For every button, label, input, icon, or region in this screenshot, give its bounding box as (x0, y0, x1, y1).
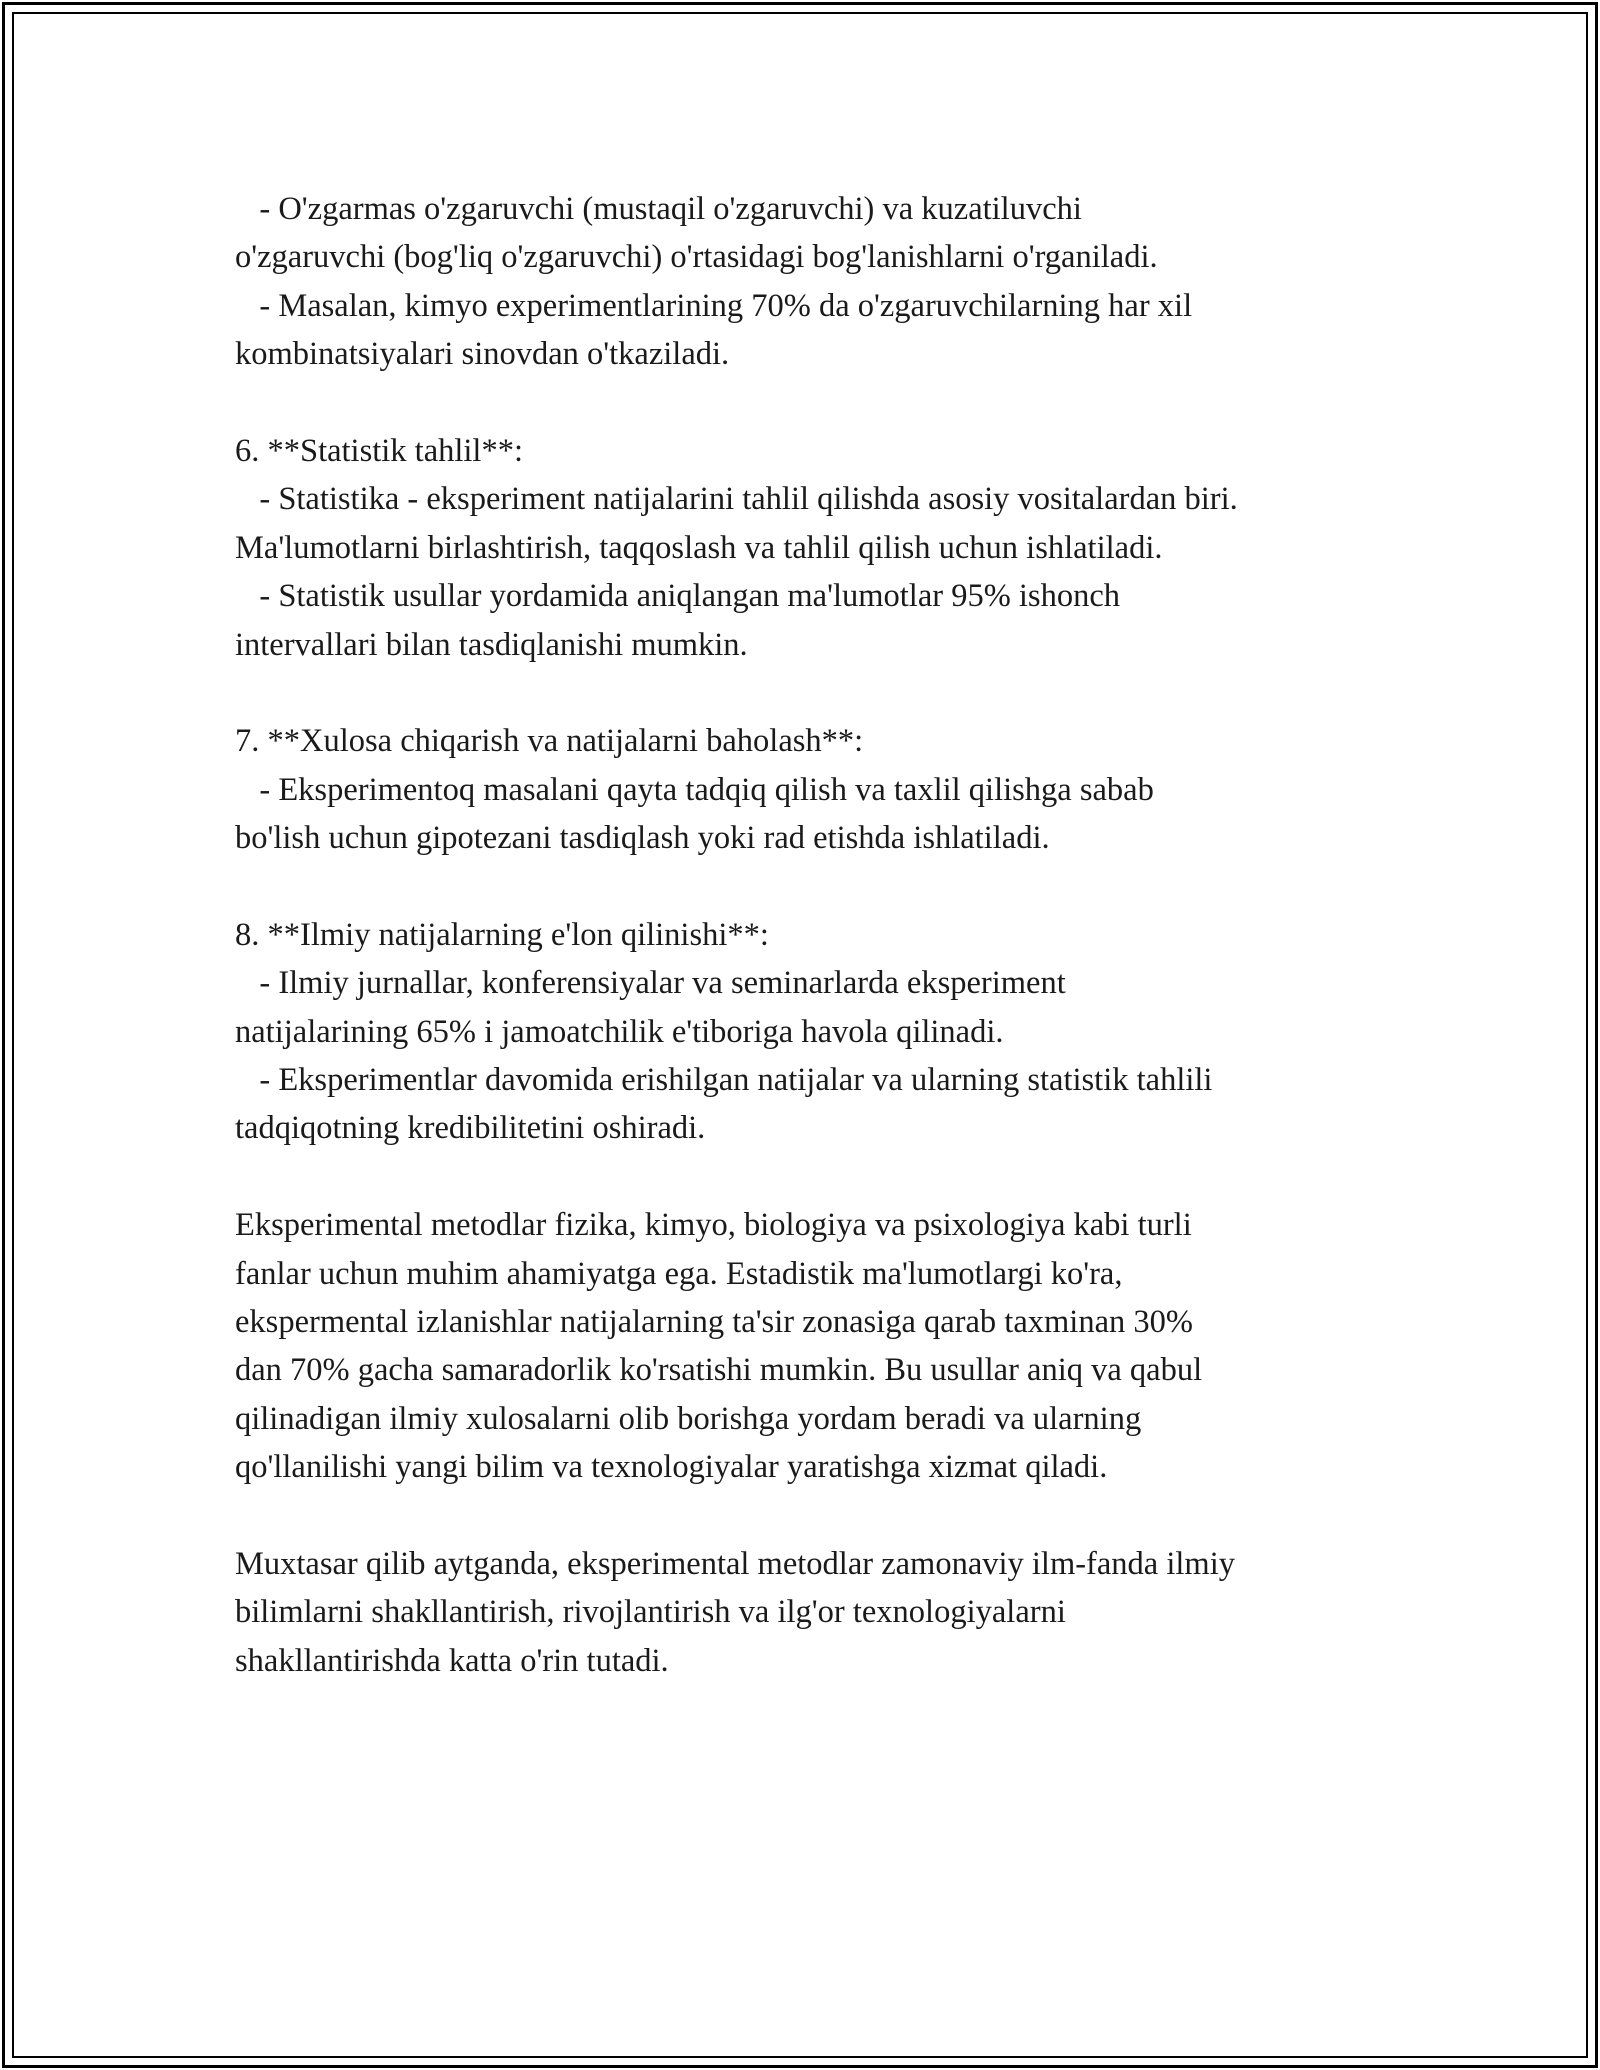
text-line: - Eksperimentlar davomida erishilgan natijalar va ularning statistik tahlili (235, 1062, 1213, 1099)
text-line: fanlar uchun muhim ahamiyatga ega. Estadistik ma'lumotlargi ko'ra, (235, 1255, 1123, 1292)
text-line: - Masalan, kimyo experimentlarining 70% da o'zgaruvchilarning har xil (235, 287, 1193, 324)
text-line: - Statistik usullar yordamida aniqlangan ma'lumotlar 95% ishonch (235, 578, 1120, 615)
section-8 (235, 911, 1395, 1153)
section-6 (235, 427, 1395, 669)
paragraph-gap (235, 1153, 1395, 1201)
variables-paragraph (235, 185, 1395, 379)
text-line: qilinadigan ilmiy xulosalarni olib borishga yordam beradi va ularning (235, 1400, 1142, 1437)
paragraph-gap (235, 669, 1395, 717)
text-line: - Statistika - eksperiment natijalarini tahlil qilishda asosiy vositalardan biri. (235, 481, 1238, 518)
document-body (235, 185, 1395, 1685)
text-line: - Ilmiy jurnallar, konferensiyalar va seminarlarda eksperiment (235, 965, 1066, 1002)
text-line: shakllantirishda katta o'rin tutadi. (235, 1642, 669, 1679)
text-line: ekspermental izlanishlar natijalarning ta'sir zonasiga qarab taxminan 30% (235, 1303, 1193, 1340)
text-line: tadqiqotning kredibilitetini oshiradi. (235, 1110, 706, 1147)
section-7 (235, 717, 1395, 862)
text-line: Eksperimental metodlar fizika, kimyo, biologiya va psixologiya kabi turli (235, 1207, 1192, 1244)
paragraph-gap (235, 862, 1395, 910)
text-line: dan 70% gacha samaradorlik ko'rsatishi mumkin. Bu usullar aniq va qabul (235, 1352, 1203, 1389)
importance-paragraph (235, 1201, 1395, 1491)
text-line: 6. **Statistik tahlil**: (235, 432, 523, 469)
text-line: intervallari bilan tasdiqlanishi mumkin. (235, 626, 748, 663)
text-line: bilimlarni shakllantirish, rivojlantirish va ilg'or texnologiyalarni (235, 1594, 1066, 1631)
text-line: o'zgaruvchi (bog'liq o'zgaruvchi) o'rtasidagi bog'lanishlarni o'rganiladi. (235, 239, 1158, 276)
text-line: 7. **Xulosa chiqarish va natijalarni baholash**: (235, 723, 864, 760)
text-line: natijalarining 65% i jamoatchilik e'tiboriga havola qilinadi. (235, 1013, 1004, 1050)
text-line: 8. **Ilmiy natijalarning e'lon qilinishi**: (235, 916, 769, 953)
text-line: - Eksperimentoq masalani qayta tadqiq qilish va taxlil qilishga sabab (235, 771, 1154, 808)
paragraph-gap (235, 379, 1395, 427)
conclusion-paragraph (235, 1540, 1395, 1685)
text-line: Ma'lumotlarni birlashtirish, taqqoslash va tahlil qilish uchun ishlatiladi. (235, 529, 1163, 566)
paragraph-gap (235, 1492, 1395, 1540)
text-line: bo'lish uchun gipotezani tasdiqlash yoki rad etishda ishlatiladi. (235, 820, 1050, 857)
text-line: qo'llanilishi yangi bilim va texnologiyalar yaratishga xizmat qiladi. (235, 1449, 1108, 1486)
text-line: kombinatsiyalari sinovdan o'tkaziladi. (235, 336, 730, 373)
text-line: - O'zgarmas o'zgaruvchi (mustaqil o'zgaruvchi) va kuzatiluvchi (235, 191, 1082, 227)
text-line: Muxtasar qilib aytganda, eksperimental metodlar zamonaviy ilm-fanda ilmiy (235, 1545, 1235, 1582)
